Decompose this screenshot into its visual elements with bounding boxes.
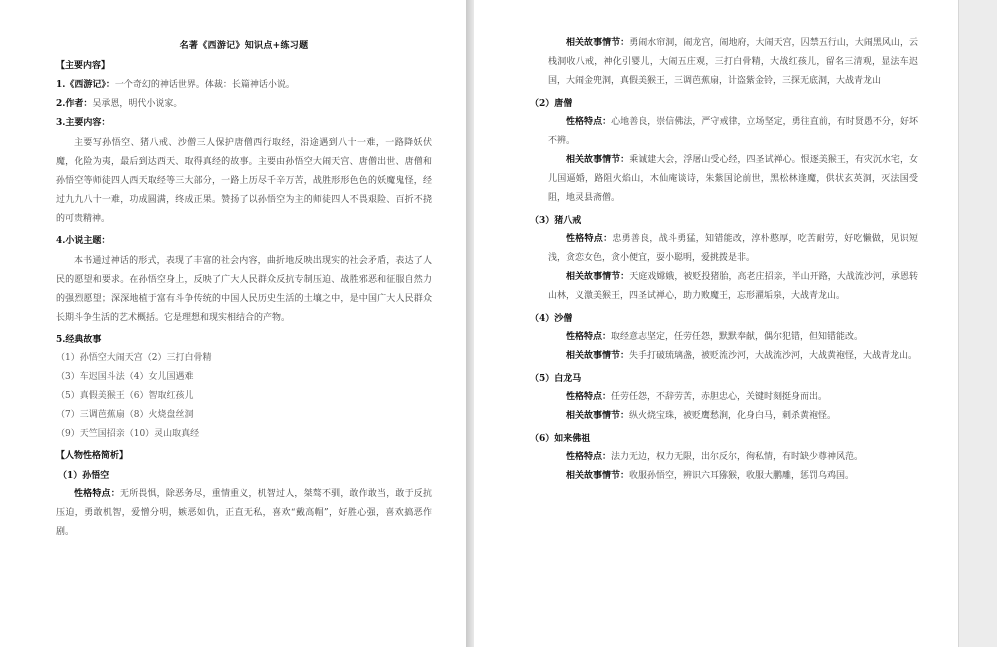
- white-dragon-horse-traits: [548, 388, 918, 407]
- sha-seng-stories: [548, 347, 918, 366]
- traits-text: 任劳任怨，不辞劳苦，赤胆忠心，关键时刻挺身而出。: [611, 392, 828, 402]
- stories-label: 相关故事情节：: [566, 351, 630, 361]
- traits-text: 心地善良，崇信佛法，严守戒律，立场坚定，勇往直前，有时贤愚不分，好坏不辨。: [548, 117, 918, 146]
- item-label: 4.小说主题：: [56, 236, 111, 246]
- item-work-title: [56, 77, 432, 90]
- item-text: 一个奇幻的神话世界。体裁：长篇神话小说。: [114, 80, 295, 90]
- story-list-line: （5）真假美猴王（6）智取红孩儿: [56, 391, 194, 401]
- main-content-paragraph: 主要写孙悟空、猪八戒、沙僧三人保护唐僧西行取经，沿途遇到八十一难，一路降妖伏魔，化险为夷，最后到达西天、取得真经的故事。主要由孙悟空大闹天宫、唐僧出世、唐僧和孙悟空等师徒四人西天取经等三大部分，一路上历尽千辛万苦，战胜形形色色的妖魔鬼怪，经过九九八十一难，功成圆满，终成正果。赞扬了以孙悟空为主的师徒四人不畏艰险、百折不挠的可贵精神。: [56, 138, 432, 224]
- traits-label: 性格特点：: [74, 489, 120, 499]
- traits-label: 性格特点：: [566, 117, 612, 127]
- sun-wukong-stories: [548, 34, 918, 91]
- item-author: [56, 96, 432, 109]
- stories-text: 纵火烧宝珠，被贬鹰愁涧，化身白马，刺杀黄袍怪。: [629, 411, 837, 421]
- traits-label: 性格特点：: [566, 392, 612, 402]
- character-heading-white-dragon-horse: （5）白龙马: [530, 374, 582, 384]
- section-header-main-content: 【主要内容】: [56, 61, 111, 71]
- item-theme: [56, 233, 432, 246]
- document-page-right: [474, 0, 958, 647]
- stories-text: 收服孙悟空，辨识六耳猕猴，收服大鹏雕，惩罚乌鸡国。: [629, 471, 855, 481]
- tang-seng-traits: [548, 113, 918, 151]
- viewer-scroll-area[interactable]: [958, 0, 997, 647]
- tathagata-traits: [548, 448, 918, 467]
- document-page-left: [0, 0, 466, 647]
- zhu-bajie-stories: [548, 268, 918, 306]
- item-label: 5.经典故事: [56, 335, 102, 345]
- stories-label: 相关故事情节：: [566, 411, 630, 421]
- character-heading-tathagata-buddha: （6）如来佛祖: [530, 434, 591, 444]
- page-gutter: [466, 0, 474, 647]
- stories-label: 相关故事情节：: [566, 38, 630, 48]
- stories-text: 天庭戏嫦娥，被贬投猪胎，高老庄招亲，半山开路，大战流沙河，承恩转山林，义激美猴王，四圣试禅心，助力败魔王，忘形濯垢泉，大战青龙山。: [548, 272, 918, 301]
- character-heading-sun-wukong: （1）孙悟空: [58, 471, 110, 481]
- sha-seng-traits: [548, 328, 918, 347]
- story-list-line: （7）三调芭蕉扇（8）火烧盘丝洞: [56, 410, 194, 420]
- stories-label: 相关故事情节：: [566, 272, 630, 282]
- character-heading-zhu-bajie: （3）猪八戒: [530, 216, 582, 226]
- theme-paragraph: 本书通过神话的形式，表现了丰富的社会内容，曲折地反映出现实的社会矛盾，表达了人民的愿望和要求。在孙悟空身上，反映了广大人民群众反抗专制压迫、战胜邪恶和征服自然力的强烈愿望；深深地植于富有斗争传统的中国人民历史生活的土壤之中，是中国广大人民群众长期斗争生活的艺术概括。它是理想和现实相结合的产物。: [56, 256, 432, 323]
- tathagata-stories: [548, 467, 918, 486]
- stories-text: 失手打破琉璃盏，被贬流沙河，大战流沙河，大战黄袍怪，大战青龙山。: [629, 351, 918, 361]
- stories-text: 勇闹水帘洞，闹龙宫，闹地府，大闹天宫，囚禁五行山，大闹黑风山，云栈洞收八戒，神化引婴儿，大闹五庄观，三打白骨精，大战红孩儿，留名三清观，显法车迟国，大闹金兜洞，真假美猴王，三调芭蕉扇，计盗紫金铃，三探无底洞，大战青龙山: [548, 38, 918, 86]
- traits-text: 取经意志坚定，任劳任怨，默默奉献，偶尔犯错，但知错能改。: [611, 332, 864, 342]
- item-classic-stories: [56, 332, 432, 345]
- document-title: 名著《西游记》知识点+练习题: [179, 41, 309, 51]
- stories-label: 相关故事情节：: [566, 155, 630, 165]
- tang-seng-stories: [548, 151, 918, 208]
- section-header-characters: 【人物性格简析】: [56, 451, 129, 461]
- item-label: 2.作者：: [56, 99, 93, 109]
- traits-text: 忠勇善良，战斗勇猛，知错能改，淳朴憨厚，吃苦耐劳，好吃懒做，见识短浅，贪恋女色，贪小便宜，耍小聪明，爱挑拨是非。: [548, 234, 918, 263]
- sun-wukong-traits: [56, 485, 432, 542]
- white-dragon-horse-stories: [548, 407, 918, 426]
- traits-label: 性格特点：: [566, 452, 612, 462]
- story-list-line: （1）孙悟空大闹天宫（2）三打白骨精: [56, 353, 212, 363]
- item-label: 1.《西游记》：: [56, 80, 115, 90]
- traits-text: 法力无边，权力无限，出尔反尔，徇私情，有时缺少尊神风范。: [611, 452, 864, 462]
- traits-text: 无所畏惧，除恶务尽，重情重义，机智过人，桀骜不驯，敢作敢当，敢于反抗压迫，勇敢机智，爱憎分明，嫉恶如仇，正直无私，喜欢“戴高帽”，好胜心强，喜欢搞恶作剧。: [56, 489, 432, 537]
- stories-label: 相关故事情节：: [566, 471, 630, 481]
- traits-label: 性格特点：: [566, 234, 613, 244]
- item-text: 吴承恩，明代小说家。: [92, 99, 183, 109]
- traits-label: 性格特点：: [566, 332, 612, 342]
- story-list-line: （3）车迟国斗法（4）女儿国遇难: [56, 372, 194, 382]
- character-heading-sha-seng: （4）沙僧: [530, 314, 573, 324]
- story-list-line: （9）天竺国招亲（10）灵山取真经: [56, 429, 200, 439]
- item-label: 3.主要内容：: [56, 118, 111, 128]
- stories-text: 乘诚建大会，浮屠山受心经，四圣试禅心。恨逐美猴王，有灾沉水宅，女儿国逼婚，路阻火焰山，木仙庵谈诗，朱紫国论前世，黑松林逢魔，供状玄英洞，灭法国受阻，地灵县斋僧。: [548, 155, 918, 203]
- item-main-content: [56, 115, 432, 128]
- zhu-bajie-traits: [548, 230, 918, 268]
- character-heading-tang-seng: （2）唐僧: [530, 99, 573, 109]
